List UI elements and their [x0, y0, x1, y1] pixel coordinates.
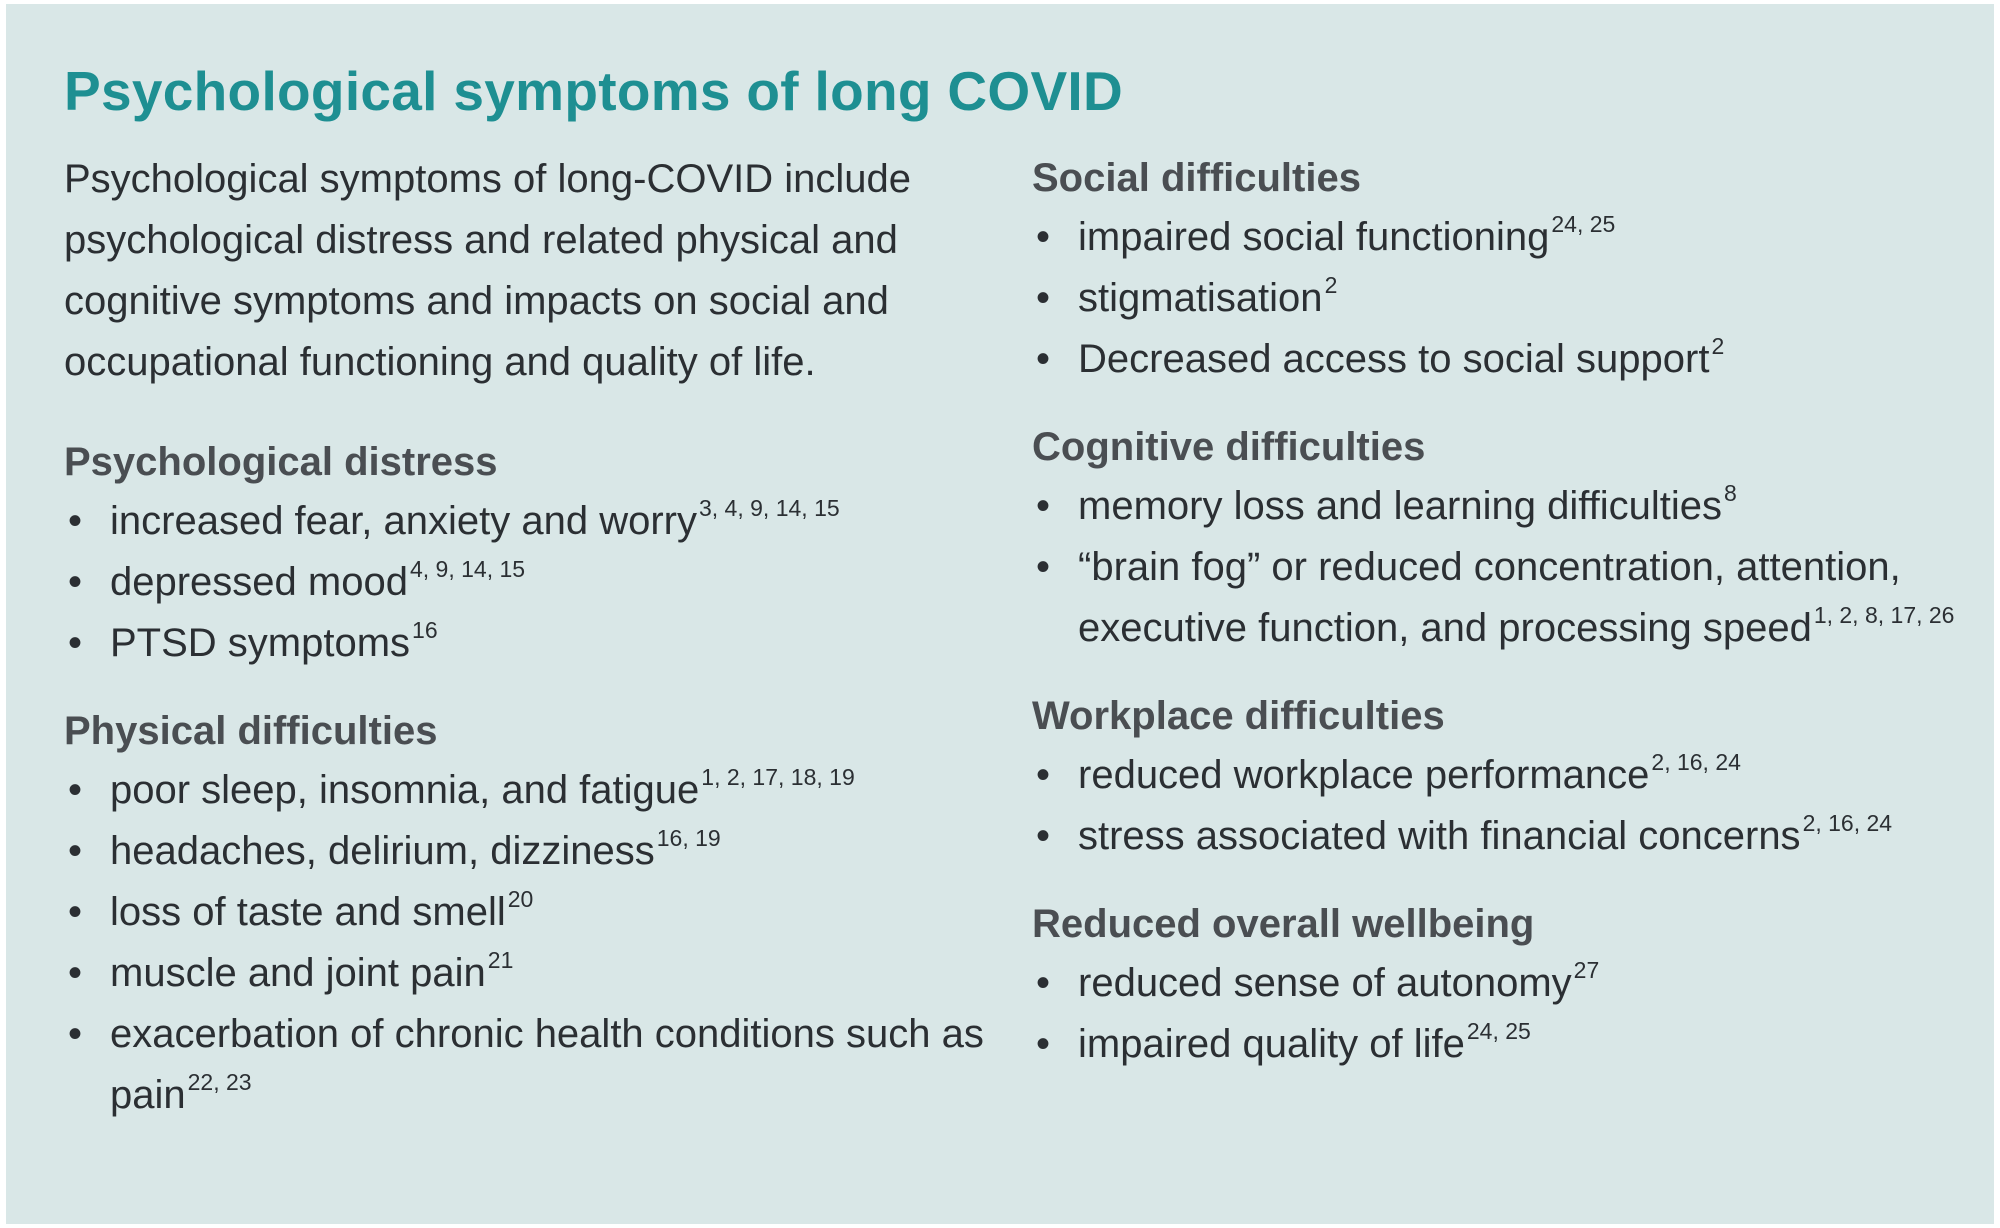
bullet-icon: •: [68, 560, 83, 604]
list-item: [1032, 476, 1972, 537]
section-heading: Social difficulties: [1032, 156, 1361, 200]
list-item: [64, 491, 994, 552]
symptom-list: [64, 760, 994, 1126]
bullet-icon: •: [68, 890, 83, 934]
list-item: [1032, 268, 1972, 329]
list-item: [64, 882, 994, 943]
reference-superscript: 1, 2, 8, 17, 26: [1813, 602, 1955, 628]
reference-superscript: 22, 23: [187, 1069, 252, 1095]
bullet-icon: •: [1036, 484, 1051, 528]
item-text: stress associated with financial concerns: [1078, 814, 1801, 858]
symptom-list: [1032, 953, 1972, 1075]
list-item: [1032, 537, 1972, 659]
bullet-icon: •: [68, 829, 83, 873]
bullet-icon: •: [68, 768, 83, 812]
symptom-list: [1032, 207, 1972, 390]
section-heading: Workplace difficulties: [1032, 694, 1445, 738]
list-item: [64, 943, 994, 1004]
section-workplace-difficulties: [1032, 687, 1972, 867]
symptom-list: [1032, 476, 1972, 659]
symptom-list: [64, 491, 994, 674]
symptom-list: [1032, 745, 1972, 867]
item-text: PTSD symptoms: [110, 621, 411, 665]
reference-superscript: 16: [412, 617, 438, 643]
reference-superscript: 24, 25: [1466, 1018, 1531, 1044]
bullet-icon: •: [68, 951, 83, 995]
item-text: reduced sense of autonomy: [1078, 961, 1572, 1005]
section-physical-difficulties: [64, 702, 994, 1126]
right-sections: [1032, 149, 1972, 1075]
item-text: impaired quality of life: [1078, 1022, 1465, 1066]
item-text: memory loss and learning difficulties: [1078, 484, 1723, 528]
section-psychological-distress: [64, 433, 994, 674]
list-item: [1032, 329, 1972, 390]
list-item: [64, 821, 994, 882]
section-cognitive-difficulties: [1032, 418, 1972, 659]
reference-superscript: 2, 16, 24: [1802, 810, 1893, 836]
list-item: [64, 1004, 994, 1126]
bullet-icon: •: [1036, 814, 1051, 858]
reference-superscript: 27: [1573, 957, 1600, 983]
left-sections: [64, 433, 994, 1126]
bullet-icon: •: [1036, 337, 1051, 381]
list-item: [1032, 1014, 1972, 1075]
section-heading: Physical difficulties: [64, 709, 438, 753]
item-text: reduced workplace performance: [1078, 753, 1650, 797]
reference-superscript: 2: [1324, 272, 1338, 298]
item-text: Decreased access to social support: [1078, 337, 1710, 381]
list-item: [1032, 953, 1972, 1014]
left-column: [64, 149, 994, 1154]
reference-superscript: 2: [1711, 333, 1725, 359]
list-item: [1032, 806, 1972, 867]
bullet-icon: •: [1036, 545, 1051, 589]
reference-superscript: 2, 16, 24: [1651, 749, 1741, 775]
intro-paragraph: Psychological symptoms of long-COVID include psychological distress and related physical and cognitive symptoms and impacts on social and occupational functioning and quality of life.: [64, 157, 912, 384]
reference-superscript: 24, 25: [1551, 211, 1616, 237]
reference-superscript: 1, 2, 17, 18, 19: [701, 764, 855, 790]
item-text: muscle and joint pain: [110, 951, 486, 995]
item-text: poor sleep, insomnia, and fatigue: [110, 768, 700, 812]
bullet-icon: •: [68, 499, 83, 543]
reference-superscript: 4, 9, 14, 15: [409, 556, 526, 582]
bullet-icon: •: [1036, 753, 1051, 797]
item-text: “brain fog” or reduced concentration, attention, executive function, and processing speed: [1078, 545, 1901, 650]
item-text: increased fear, anxiety and worry: [110, 499, 697, 543]
info-panel: [6, 4, 1994, 1224]
item-text: depressed mood: [110, 560, 408, 604]
list-item: [1032, 745, 1972, 806]
item-text: exacerbation of chronic health conditions such as pain: [110, 1012, 984, 1117]
bullet-icon: •: [1036, 276, 1051, 320]
section-social-difficulties: [1032, 149, 1972, 390]
list-item: [64, 613, 994, 674]
section-reduced-overall-wellbeing: [1032, 895, 1972, 1075]
right-column: [1032, 149, 1972, 1103]
section-heading: Reduced overall wellbeing: [1032, 902, 1535, 946]
bullet-icon: •: [1036, 961, 1051, 1005]
list-item: [1032, 207, 1972, 268]
reference-superscript: 8: [1724, 480, 1737, 506]
list-item: [64, 760, 994, 821]
reference-superscript: 21: [487, 947, 514, 973]
item-text: headaches, delirium, dizziness: [110, 829, 655, 873]
section-heading: Psychological distress: [64, 440, 498, 484]
item-text: loss of taste and smell: [110, 890, 506, 934]
reference-superscript: 16, 19: [656, 825, 721, 851]
item-text: impaired social functioning: [1078, 215, 1550, 259]
bullet-icon: •: [68, 1012, 83, 1056]
bullet-icon: •: [1036, 215, 1051, 259]
reference-superscript: 20: [507, 886, 534, 912]
bullet-icon: •: [68, 621, 83, 665]
list-item: [64, 552, 994, 613]
reference-superscript: 3, 4, 9, 14, 15: [698, 495, 840, 521]
section-heading: Cognitive difficulties: [1032, 425, 1426, 469]
page-title: Psychological symptoms of long COVID: [64, 60, 1124, 122]
item-text: stigmatisation: [1078, 276, 1323, 320]
bullet-icon: •: [1036, 1022, 1051, 1066]
